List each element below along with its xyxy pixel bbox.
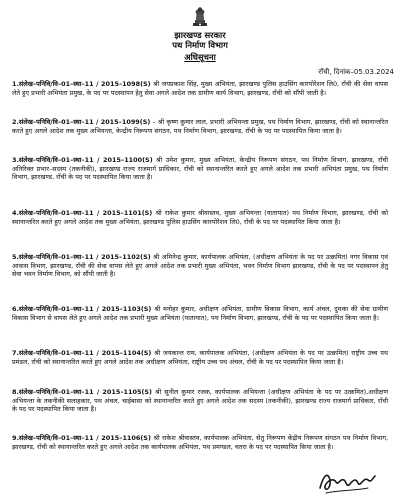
order-item — [12, 80, 388, 97]
order-ref: 3.संलेख–पनिवि/वि–01–स्था–11 / 2015–1100(S) — [12, 156, 153, 164]
signature-mark — [316, 466, 378, 498]
order-text: श्री जयकान्त राम, कार्यपालक अभियंता, (अधीक्षण अभियंता के पद पर उत्क्रमित) राष्ट्रीय उच्च पथ प्रमंडल, राँची को स्थानान्तरित करते हुए अगले आदेश तक अधीक्षण अभियंता, राष्ट्रीय उच्च पथ अंचल, राँची के पद पर पदस्थापित किया जाता है। — [12, 349, 388, 366]
place-date: राँची, दिनांक–05.03.2024 — [318, 68, 394, 76]
government-heading: झारखण्ड सरकार — [174, 30, 226, 40]
order-item — [12, 118, 388, 135]
order-ref: 1.संलेख–पनिवि/वि–01–स्था–11 / 2015–1098(S) — [12, 80, 151, 88]
order-text: – श्री कृष्ण कुमार लाल, प्रभारी अभियन्ता प्रमुख, पथ निर्माण विभाग, झारखण्ड, राँची को स्थानान्तरित करते हुए अगले आदेश तक मुख्य अभियन्ता, केन्द्रीय निरूपण संगठन, पथ निर्माण विभाग, झारखण्ड, राँची के पद पर पदस्थापित किया जाता है। — [12, 118, 389, 135]
order-item — [12, 209, 388, 226]
order-ref: 7.संलेख–पनिवि/वि–01–स्था–11 / 2015–1104(S) — [12, 349, 152, 357]
order-text: श्री सुनील कुमार रजक, कार्यपालक अभियन्ता (अधीक्षण अभियंता के पद पर उत्क्रमित),अधीक्षण अभियन्ता के तकनीकी सलाहकार, पथ अंचल, चाईबासा को स्थानान्तरित करते हुए अगले आदेश तक सदस्य (तकनीकी), झारखण्ड राज्य राजमार्ग प्राधिकार, राँची के पद पर पदस्थापित किया जाता है। — [12, 388, 389, 414]
order-ref: 5.संलेख–पनिवि/वि–01–स्था–11 / 2015–1102(S) — [12, 253, 151, 261]
state-emblem-icon — [188, 4, 212, 28]
order-item — [12, 156, 388, 182]
order-text: श्री मनोहर कुमार, अधीक्षण अभियंता, ग्रामीण विकास विभाग, कार्य अंचल, दुमका की सेवा ग्रामीण विकास विभाग से वापस लेते हुए अगले आदेश तक प्रभारी मुख्य अभियंता (यातायात), पथ निर्माण विभाग, झारखण्ड, राँची के पद पर पदस्थापित किया जाता है। — [12, 305, 388, 322]
order-ref: 4.संलेख–पनिवि/वि–01–स्था–11 / 2015–1101(S) — [12, 209, 153, 217]
order-text: श्री अमिनेन्द्र कुमार, कार्यपालक अभियंता, (अधीक्षण अभियंता के पद पर उत्क्रमित) नगर विकास एवं आवास विभाग, झारखण्ड, राँची की सेवा वापस लेते हुए अगले आदेश तक प्रभारी मुख्य अभियंता, भवन निर्माण विभाग झारखण्ड, राँची के पद पर पदस्थापन हेतु सेवा भवन निर्माण विभाग, को सौंपी जाती है। — [12, 253, 388, 279]
order-item — [12, 305, 388, 322]
notification-heading: अधिसूचना — [184, 52, 216, 62]
order-ref: 9.संलेख–पनिवि/वि–01–स्था–11 / 2015–1106(S) — [12, 434, 151, 442]
order-item — [12, 388, 388, 414]
order-ref: 6.संलेख–पनिवि/वि–01–स्था–11 / 2015–1103(S) — [12, 305, 152, 313]
order-text: श्री जयप्रकाश सिंह, मुख्य अभियंता, झारखण्ड पुलिस हाउसिंग कारपोरेशन लि0, राँची की सेवा वापस लेते हुए प्रभारी अभियंता प्रमुख, के पद पर पदस्थापन हेतु सेवा अगले आदेश तक ग्रामीण कार्य विभाग, झारखण्ड, राँची को सौंपी जाती है। — [12, 80, 388, 97]
order-text: श्री राकेश कुमार श्रीवास्तव, मुख्य अभियन्ता (यातायात) पथ निर्माण विभाग, झारखण्ड, राँची को स्थानान्तरित करते हुए अगले आदेश तक मुख्य अभियंता, झारखण्ड पुलिस हाउसिंग कारपोरेशन लि0, राँची के पद पर पदस्थापित किया जाता है। — [12, 209, 388, 226]
order-ref: 2.संलेख–पनिवि/वि–01–स्था–11 / 2015–1099(S) — [12, 118, 151, 126]
order-text: श्री राकेश श्रीवास्तव, कार्यपालक अभियंता, सेतु निरूपण केंद्रीय निरूपण संगठन पथ निर्माण विभाग, झारखण्ड, राँची को स्थानान्तरित करते हुए अगले आदेश तक कार्यपालक अभियंता, पथ प्रमण्डल, चतरा के पद पर पदस्थापित किया जाता है। — [12, 434, 389, 451]
order-item — [12, 434, 388, 451]
order-item — [12, 253, 388, 279]
order-item — [12, 349, 388, 366]
order-ref: 8.संलेख–पनिवि/वि–01–स्था–11 / 2015–1105(S) — [12, 388, 152, 396]
department-heading: पथ निर्माण विभाग — [172, 40, 228, 50]
order-text: श्री उमेश कुमार, मुख्य अभियंता, केन्द्रीय निरूपण संगठन, पथ निर्माण विभाग, झारखण्ड, राँची अतिरिक्त प्रभार–सदस्य (तकनीकी), झारखण्ड राज्य राजमार्ग प्राधिकार, राँची को स्थानान्तरित करते हुए अगले आदेश तक प्रभारी अभियंता प्रमुख, पथ निर्माण विभाग, झारखण्ड, राँची के पद पर पदस्थापित किया जाता है। — [12, 156, 388, 182]
